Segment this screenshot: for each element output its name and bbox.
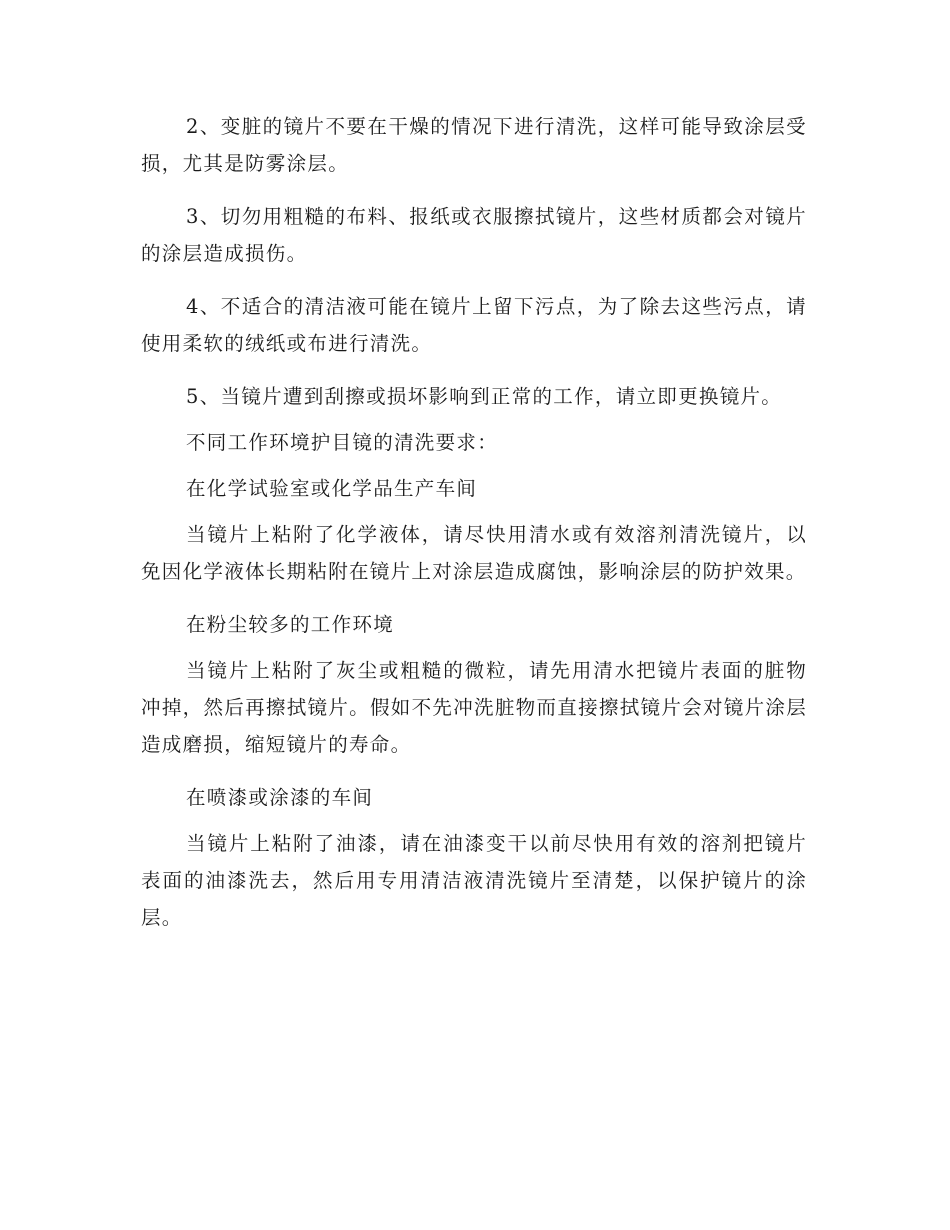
section-heading-cleaning-requirements: 不同工作环境护目镜的清洗要求： <box>186 431 499 454</box>
subheading-chemical-lab: 在化学试验室或化学品生产车间 <box>186 477 478 500</box>
paragraph-dusty-environment: 当镜片上粘附了灰尘或粗糙的微粒，请先用清水把镜片表面的脏物冲掉，然后再擦拭镜片。假如不先冲洗脏物而直接擦拭镜片会对镜片涂层造成磨损，缩短镜片的寿命。 <box>141 659 807 756</box>
subheading-painting-workshop: 在喷漆或涂漆的车间 <box>186 786 374 809</box>
paragraph-chemical-lab: 当镜片上粘附了化学液体，请尽快用清水或有效溶剂清洗镜片，以免因化学液体长期粘附在镜片上对涂层造成腐蚀，影响涂层的防护效果。 <box>141 523 807 583</box>
paragraph-painting-workshop: 当镜片上粘附了油漆，请在油漆变干以前尽快用有效的溶剂把镜片表面的油漆洗去，然后用专用清洁液清洗镜片至清楚，以保护镜片的涂层。 <box>141 832 807 929</box>
subheading-dusty-environment: 在粉尘较多的工作环境 <box>186 613 395 636</box>
paragraph-tip-4: 4、不适合的清洁液可能在镜片上留下污点，为了除去这些污点，请使用柔软的绒纸或布进行清洗。 <box>141 295 807 355</box>
paragraph-tip-2: 2、变脏的镜片不要在干燥的情况下进行清洗，这样可能导致涂层受损，尤其是防雾涂层。 <box>141 115 807 175</box>
paragraph-tip-3: 3、切勿用粗糙的布料、报纸或衣服擦拭镜片，这些材质都会对镜片的涂层造成损伤。 <box>141 205 807 265</box>
paragraph-tip-5: 5、当镜片遭到刮擦或损坏影响到正常的工作，请立即更换镜片。 <box>186 385 783 408</box>
document-page <box>141 108 807 952</box>
